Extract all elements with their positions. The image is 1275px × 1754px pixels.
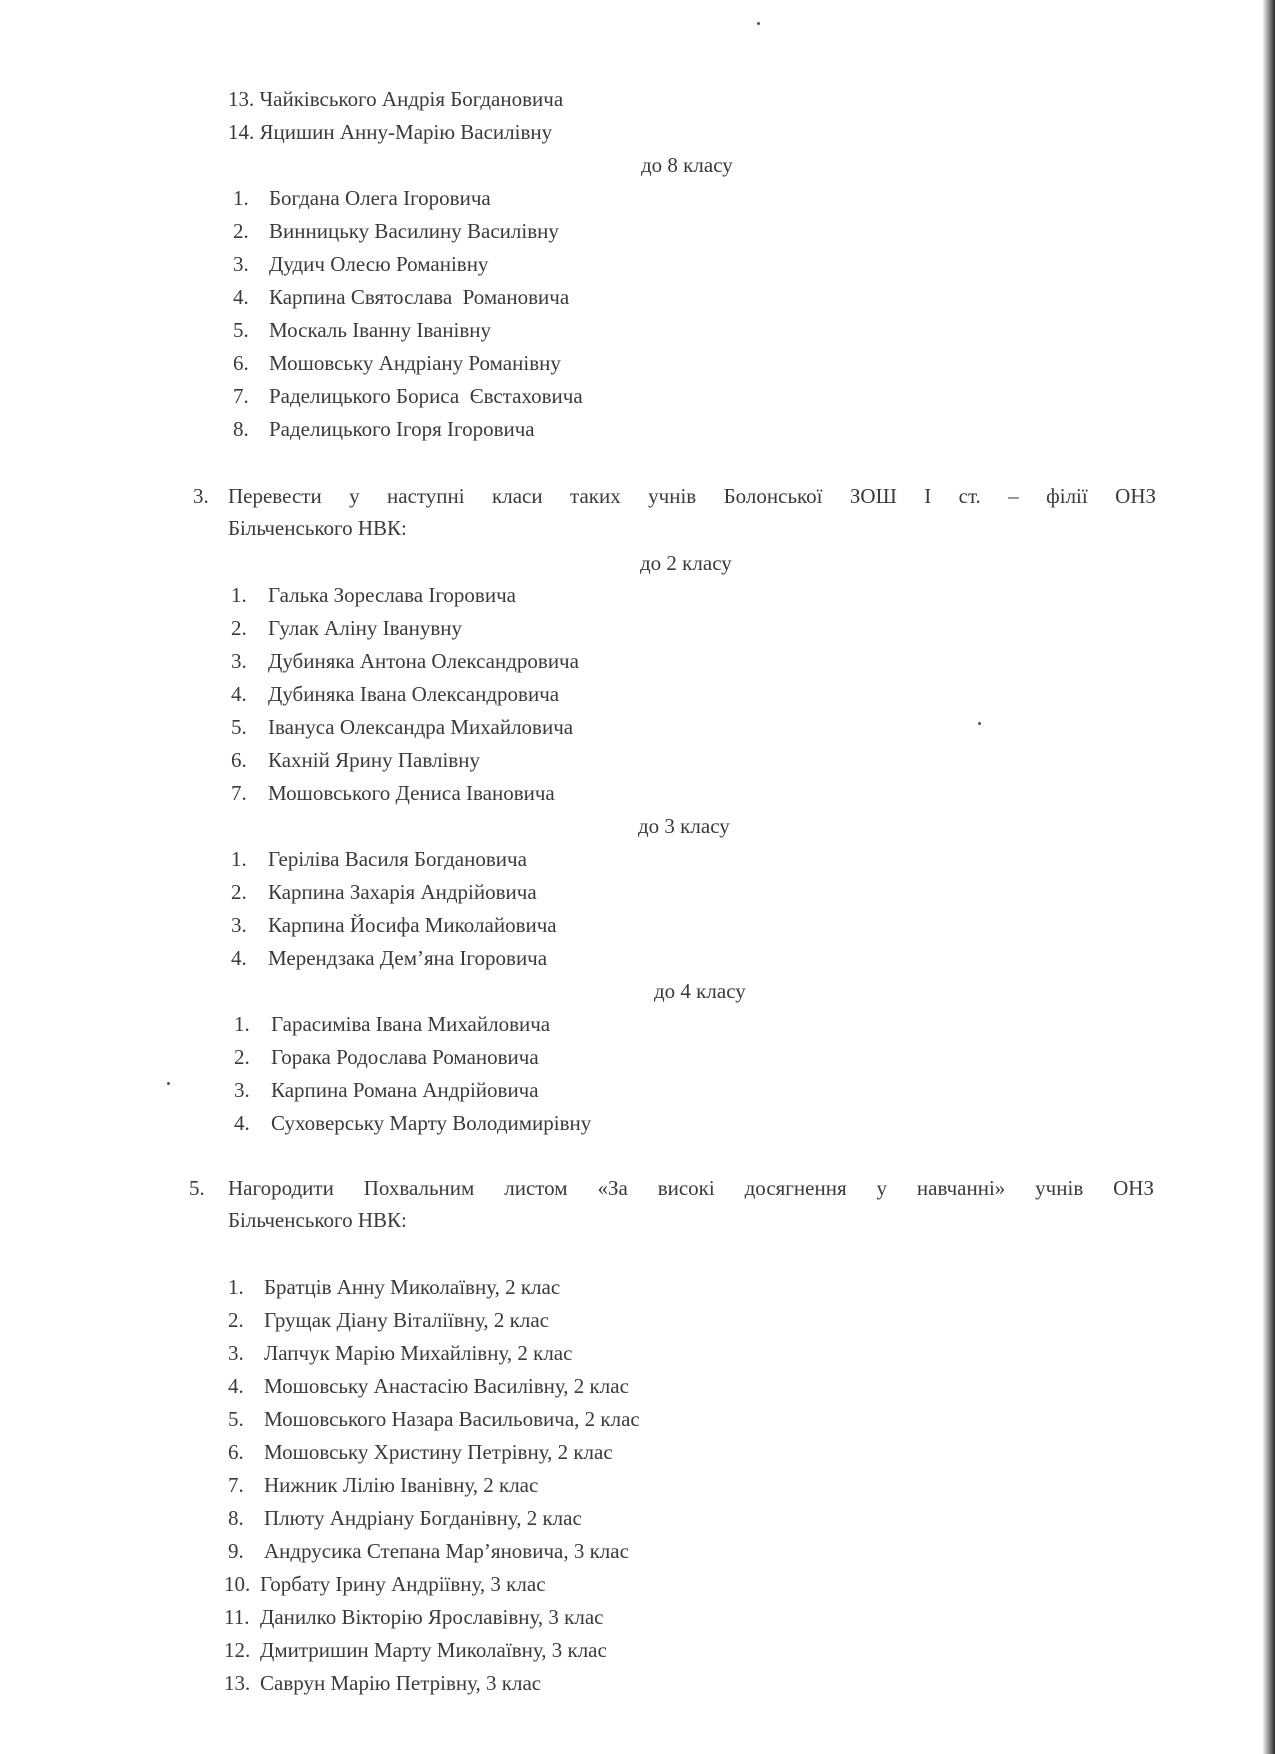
list-item: 14. Яцишин Анну-Марію Василівну [228,120,553,144]
list-item: Геріліва Василя Богдановича [268,847,527,871]
item-number: 1. [231,847,247,871]
list-item: Братців Анну Миколаївну, 2 клас [264,1275,561,1299]
item-number: 6. [228,1440,244,1464]
item-number: 3. [234,1078,250,1102]
item-number: 5. [228,1407,244,1431]
list-item: Дубиняка Антона Олександровича [268,649,579,673]
scan-speck [757,22,760,25]
list-item: Мошовського Назара Васильовича, 2 клас [264,1407,640,1431]
scan-speck [978,722,981,725]
item-number: 13. [224,1671,251,1695]
section5-line1: Нагородити Похвальним листом «За високі досягнення у навчанні» учнів ОНЗ [228,1176,1154,1200]
item-number: 2. [233,219,249,243]
grade2-heading: до 2 класу [640,551,732,575]
section5-line2: Більченського НВК: [228,1208,407,1232]
section5-paragraph [228,1172,1154,1236]
item-number: 7. [233,384,249,408]
list-item: Мошовську Анастасію Василівну, 2 клас [264,1374,629,1398]
scan-edge [1263,0,1275,1754]
item-number: 3. [228,1341,244,1365]
list-item: Гарасиміва Івана Михайловича [271,1012,551,1036]
item-number: 7. [231,781,247,805]
list-item: Мерендзака Дем’яна Ігоровича [268,946,548,970]
item-number: 2. [234,1045,250,1069]
item-number: 1. [231,583,247,607]
grade3-heading: до 3 класу [638,814,730,838]
list-item: Івануса Олександра Михайловича [268,715,574,739]
item-number: 5. [231,715,247,739]
item-number: 12. [224,1638,251,1662]
list-item: Богдана Олега Ігоровича [269,186,491,210]
list-item: Кахній Ярину Павлівну [268,748,480,772]
item-number: 11. [224,1605,250,1629]
item-number: 1. [228,1275,244,1299]
list-item: Карпина Святослава Романовича [269,285,570,309]
list-item: Раделицького Ігоря Ігоровича [269,417,535,441]
list-item: Галька Зореслава Ігоровича [268,583,516,607]
list-item: Суховерську Марту Володимирівну [271,1111,592,1135]
scan-speck [167,1082,170,1085]
list-item: Карпина Романа Андрійовича [271,1078,539,1102]
item-number: 3. [231,913,247,937]
item-number: 8. [228,1506,244,1530]
item-number: 4. [234,1111,250,1135]
list-item: Мошовську Андріану Романівну [269,351,561,375]
grade4-heading: до 4 класу [654,979,746,1003]
list-item: Москаль Іванну Іванівну [269,318,492,342]
item-number: 6. [231,748,247,772]
list-item: Дубиняка Івана Олександровича [268,682,560,706]
list-item: Раделицького Бориса Євстаховича [269,384,583,408]
list-item: Гулак Аліну Іванувну [268,616,462,640]
list-item: Дудич Олесю Романівну [269,252,489,276]
item-number: 2. [231,880,247,904]
item-number: 1. [233,186,249,210]
item-number: 1. [234,1012,250,1036]
list-item: Горбату Ірину Андріївну, 3 клас [260,1572,546,1596]
item-number: 8. [233,417,249,441]
list-item: Данилко Вікторію Ярославівну, 3 клас [260,1605,604,1629]
section3-paragraph [228,480,1156,544]
section5-number: 5. [189,1176,205,1200]
list-item: Мошовську Христину Петрівну, 2 клас [264,1440,613,1464]
list-item: Андрусика Степана Мар’яновича, 3 клас [264,1539,629,1563]
list-item: Горака Родослава Романовича [271,1045,539,1069]
list-item: Лапчук Марію Михайлівну, 2 клас [264,1341,573,1365]
section3-line1: Перевести у наступні класи таких учнів Болонської ЗОШ І ст. – філії ОНЗ [228,484,1156,508]
list-item: Мошовського Дениса Івановича [268,781,555,805]
list-item: Винницьку Василину Василівну [269,219,559,243]
list-item: Нижник Лілію Іванівну, 2 клас [264,1473,539,1497]
item-number: 10. [224,1572,251,1596]
item-number: 3. [231,649,247,673]
list-item: Карпина Захарія Андрійовича [268,880,537,904]
list-item: Плюту Андріану Богданівну, 2 клас [264,1506,582,1530]
item-number: 6. [233,351,249,375]
item-number: 4. [228,1374,244,1398]
grade8-heading: до 8 класу [641,153,733,177]
item-number: 3. [233,252,249,276]
item-number: 4. [231,682,247,706]
item-number: 4. [233,285,249,309]
item-number: 5. [233,318,249,342]
item-number: 4. [231,946,247,970]
list-item: 13. Чайківського Андрія Богдановича [228,87,564,111]
list-item: Грущак Діану Віталіївну, 2 клас [264,1308,550,1332]
list-item: Саврун Марію Петрівну, 3 клас [260,1671,542,1695]
item-number: 7. [228,1473,244,1497]
section3-number: 3. [193,484,209,508]
item-number: 2. [228,1308,244,1332]
list-item: Карпина Йосифа Миколайовича [268,913,557,937]
section3-line2: Більченського НВК: [228,516,407,540]
item-number: 2. [231,616,247,640]
list-item: Дмитришин Марту Миколаївну, 3 клас [260,1638,607,1662]
item-number: 9. [228,1539,244,1563]
